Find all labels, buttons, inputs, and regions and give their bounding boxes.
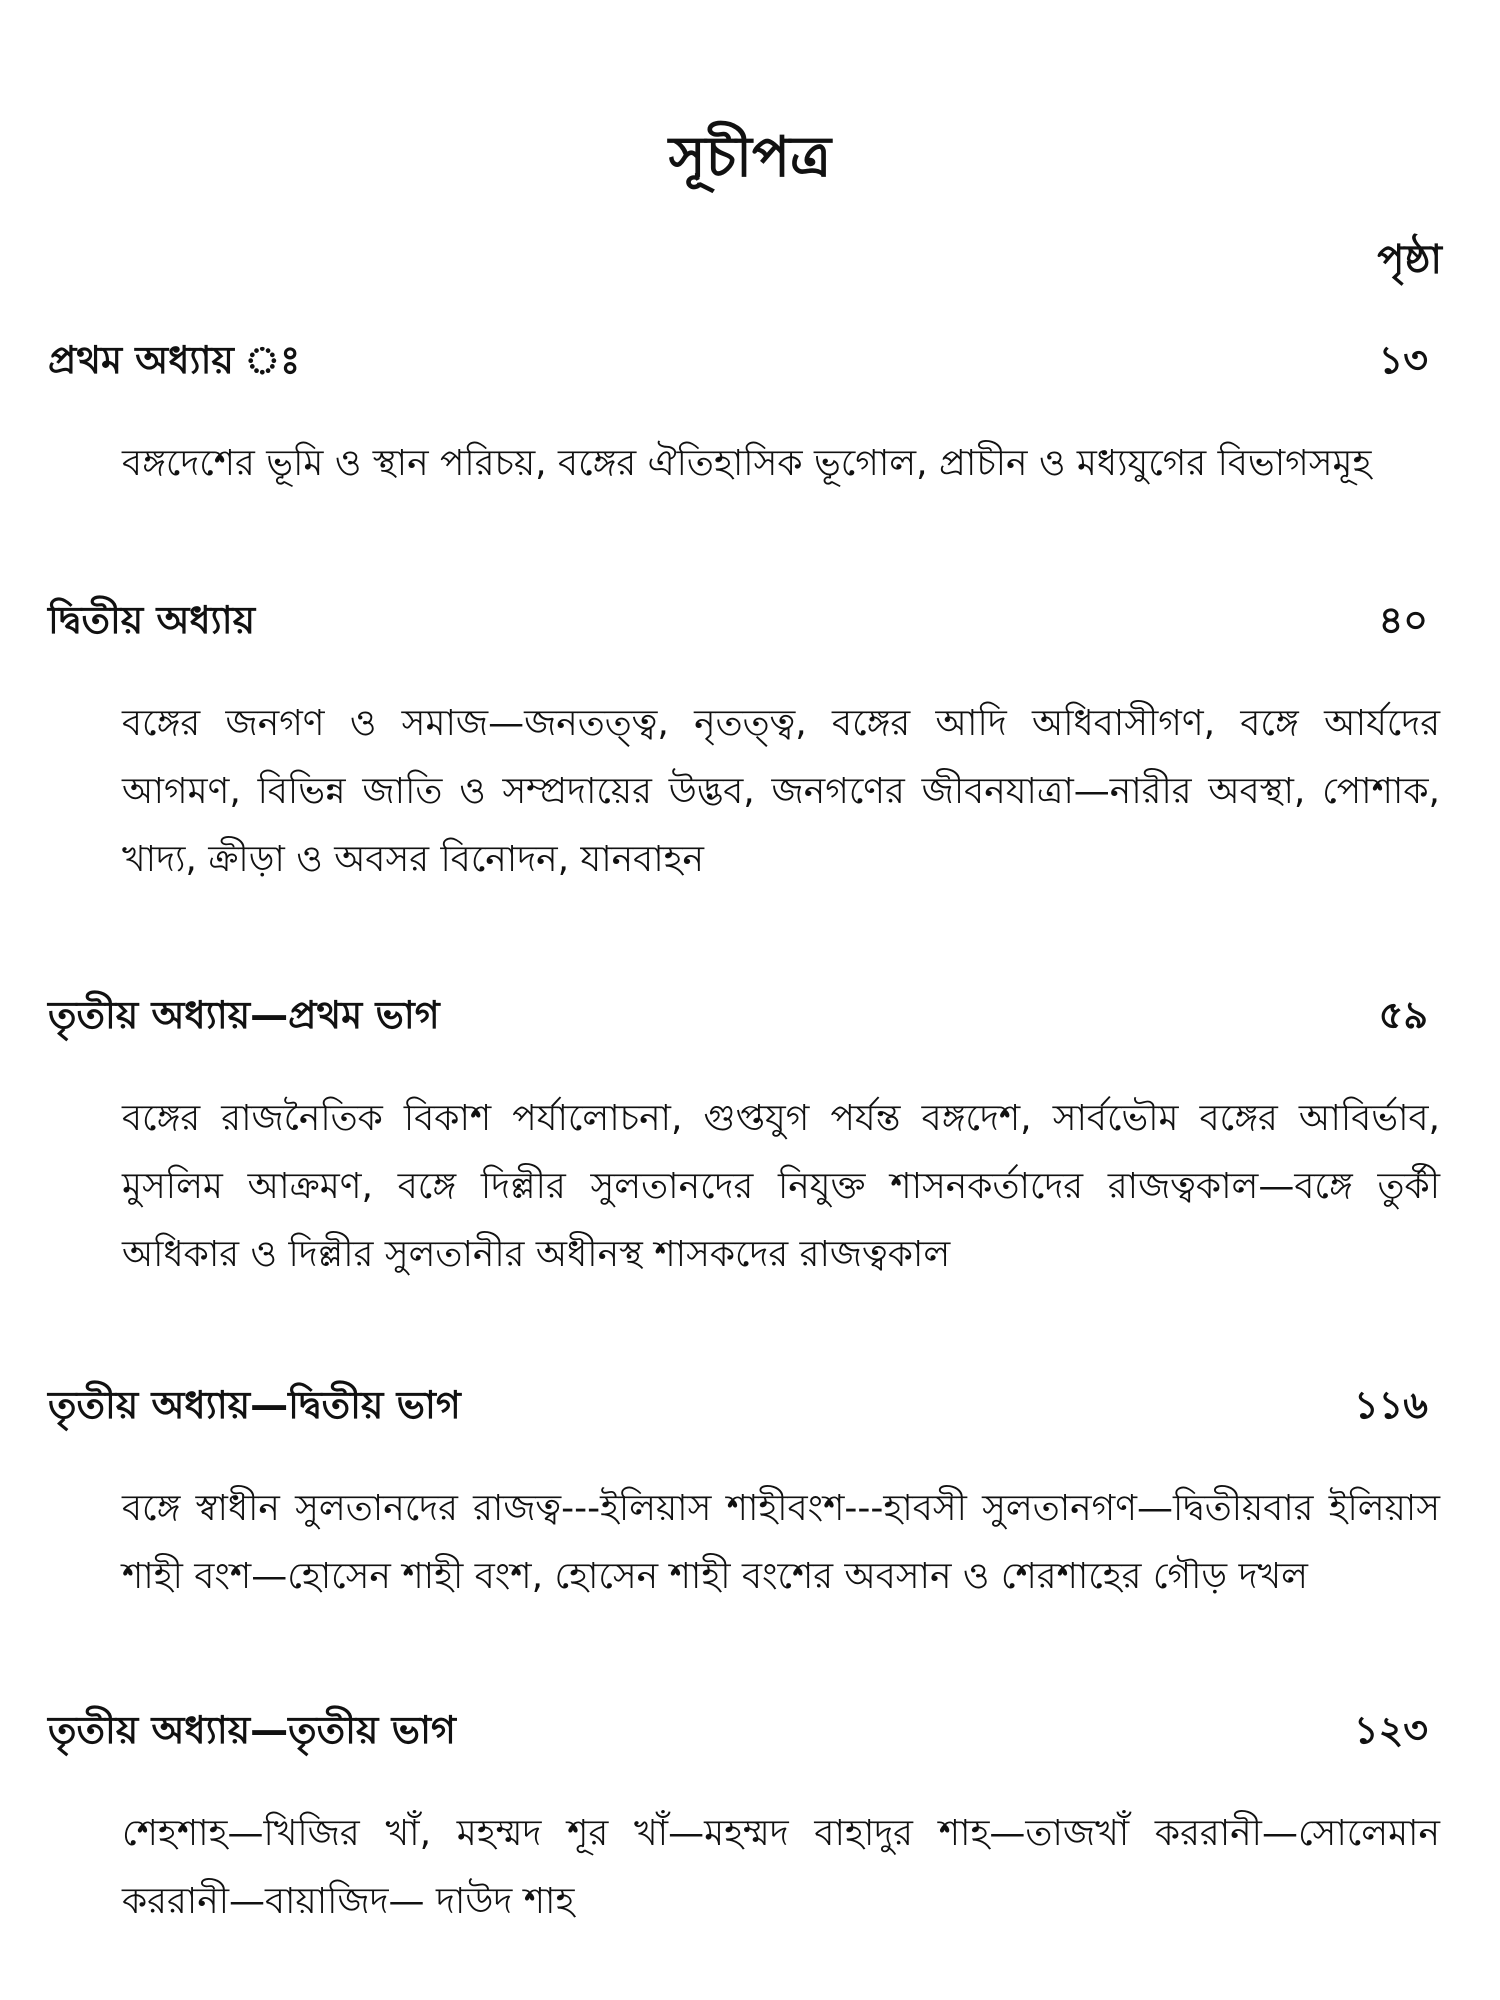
page-number: ১২৩: [1353, 1708, 1428, 1752]
chapter-title: দ্বিতীয় অধ্যায়: [48, 598, 256, 642]
chapter-title: তৃতীয় অধ্যায়—প্রথম ভাগ: [48, 993, 440, 1037]
chapter-title: তৃতীয় অধ্যায়—তৃতীয় ভাগ: [48, 1708, 456, 1752]
toc-entry: [48, 330, 1440, 498]
toc-entry-header: [48, 1700, 1440, 1762]
toc-entry: [48, 985, 1440, 1289]
page-number: ১১৬: [1353, 1383, 1428, 1427]
toc-entry-header: [48, 590, 1440, 652]
toc-entry-header: [48, 1375, 1440, 1437]
chapter-description: বঙ্গদেশের ভূমি ও স্থান পরিচয়, বঙ্গের ঐতিহাসিক ভূগোল, প্রাচীন ও মধ্যযুগের বিভাগসমূহ: [122, 443, 1372, 484]
page-column-label: পৃষ্ঠা: [1377, 237, 1442, 283]
chapter-description: বঙ্গে স্বাধীন সুলতানদের রাজত্ব---ইলিয়াস শাহীবংশ---হাবসী সুলতানগণ—দ্বিতীয়বার ইলিয়াস শাহী বংশ—হোসেন শাহী বংশ, হোসেন শাহী বংশের অবসান ও শেরশাহের গৌড় দখল: [122, 1488, 1440, 1597]
page-number: ১৩: [1378, 338, 1428, 382]
chapter-description: বঙ্গের রাজনৈতিক বিকাশ পর্যালোচনা, গুপ্তযুগ পর্যন্ত বঙ্গদেশ, সার্বভৌম বঙ্গের আবির্ভাব, মুসলিম আক্রমণ, বঙ্গে দিল্লীর সুলতানদের নিযুক্ত শাসনকর্তাদের রাজত্বকাল—বঙ্গে তুর্কী অধিকার ও দিল্লীর সুলতানীর অধীনস্থ শাসকদের রাজত্বকাল: [122, 1098, 1440, 1275]
chapter-description: বঙ্গের জনগণ ও সমাজ—জনতত্ত্ব, নৃতত্ত্ব, বঙ্গের আদি অধিবাসীগণ, বঙ্গে আর্যদের আগমণ, বিভিন্ন জাতি ও সম্প্রদায়ের উদ্ভব, জনগণের জীবনযাত্রা—নারীর অবস্থা, পোশাক, খাদ্য, ক্রীড়া ও অবসর বিনোদন, যানবাহন: [122, 703, 1440, 880]
toc-entry-header: [48, 985, 1440, 1047]
toc-entry: [48, 1700, 1440, 1936]
toc-entry-header: [48, 330, 1440, 392]
page-number: ৫৯: [1378, 993, 1428, 1037]
toc-entry: [48, 590, 1440, 894]
page-number: ৪০: [1378, 598, 1428, 642]
chapter-title: প্রথম অধ্যায় ঃ: [48, 338, 301, 382]
page-title: সূচীপত্র: [668, 125, 832, 190]
toc-entry: [48, 1375, 1440, 1611]
chapter-title: তৃতীয় অধ্যায়—দ্বিতীয় ভাগ: [48, 1383, 461, 1427]
chapter-description: শেহশাহ—খিজির খাঁ, মহম্মদ শূর খাঁ—মহম্মদ বাহাদুর শাহ—তাজখাঁ কররানী—সোলেমান কররানী—বায়াজিদ— দাউদ শাহ: [122, 1813, 1440, 1922]
